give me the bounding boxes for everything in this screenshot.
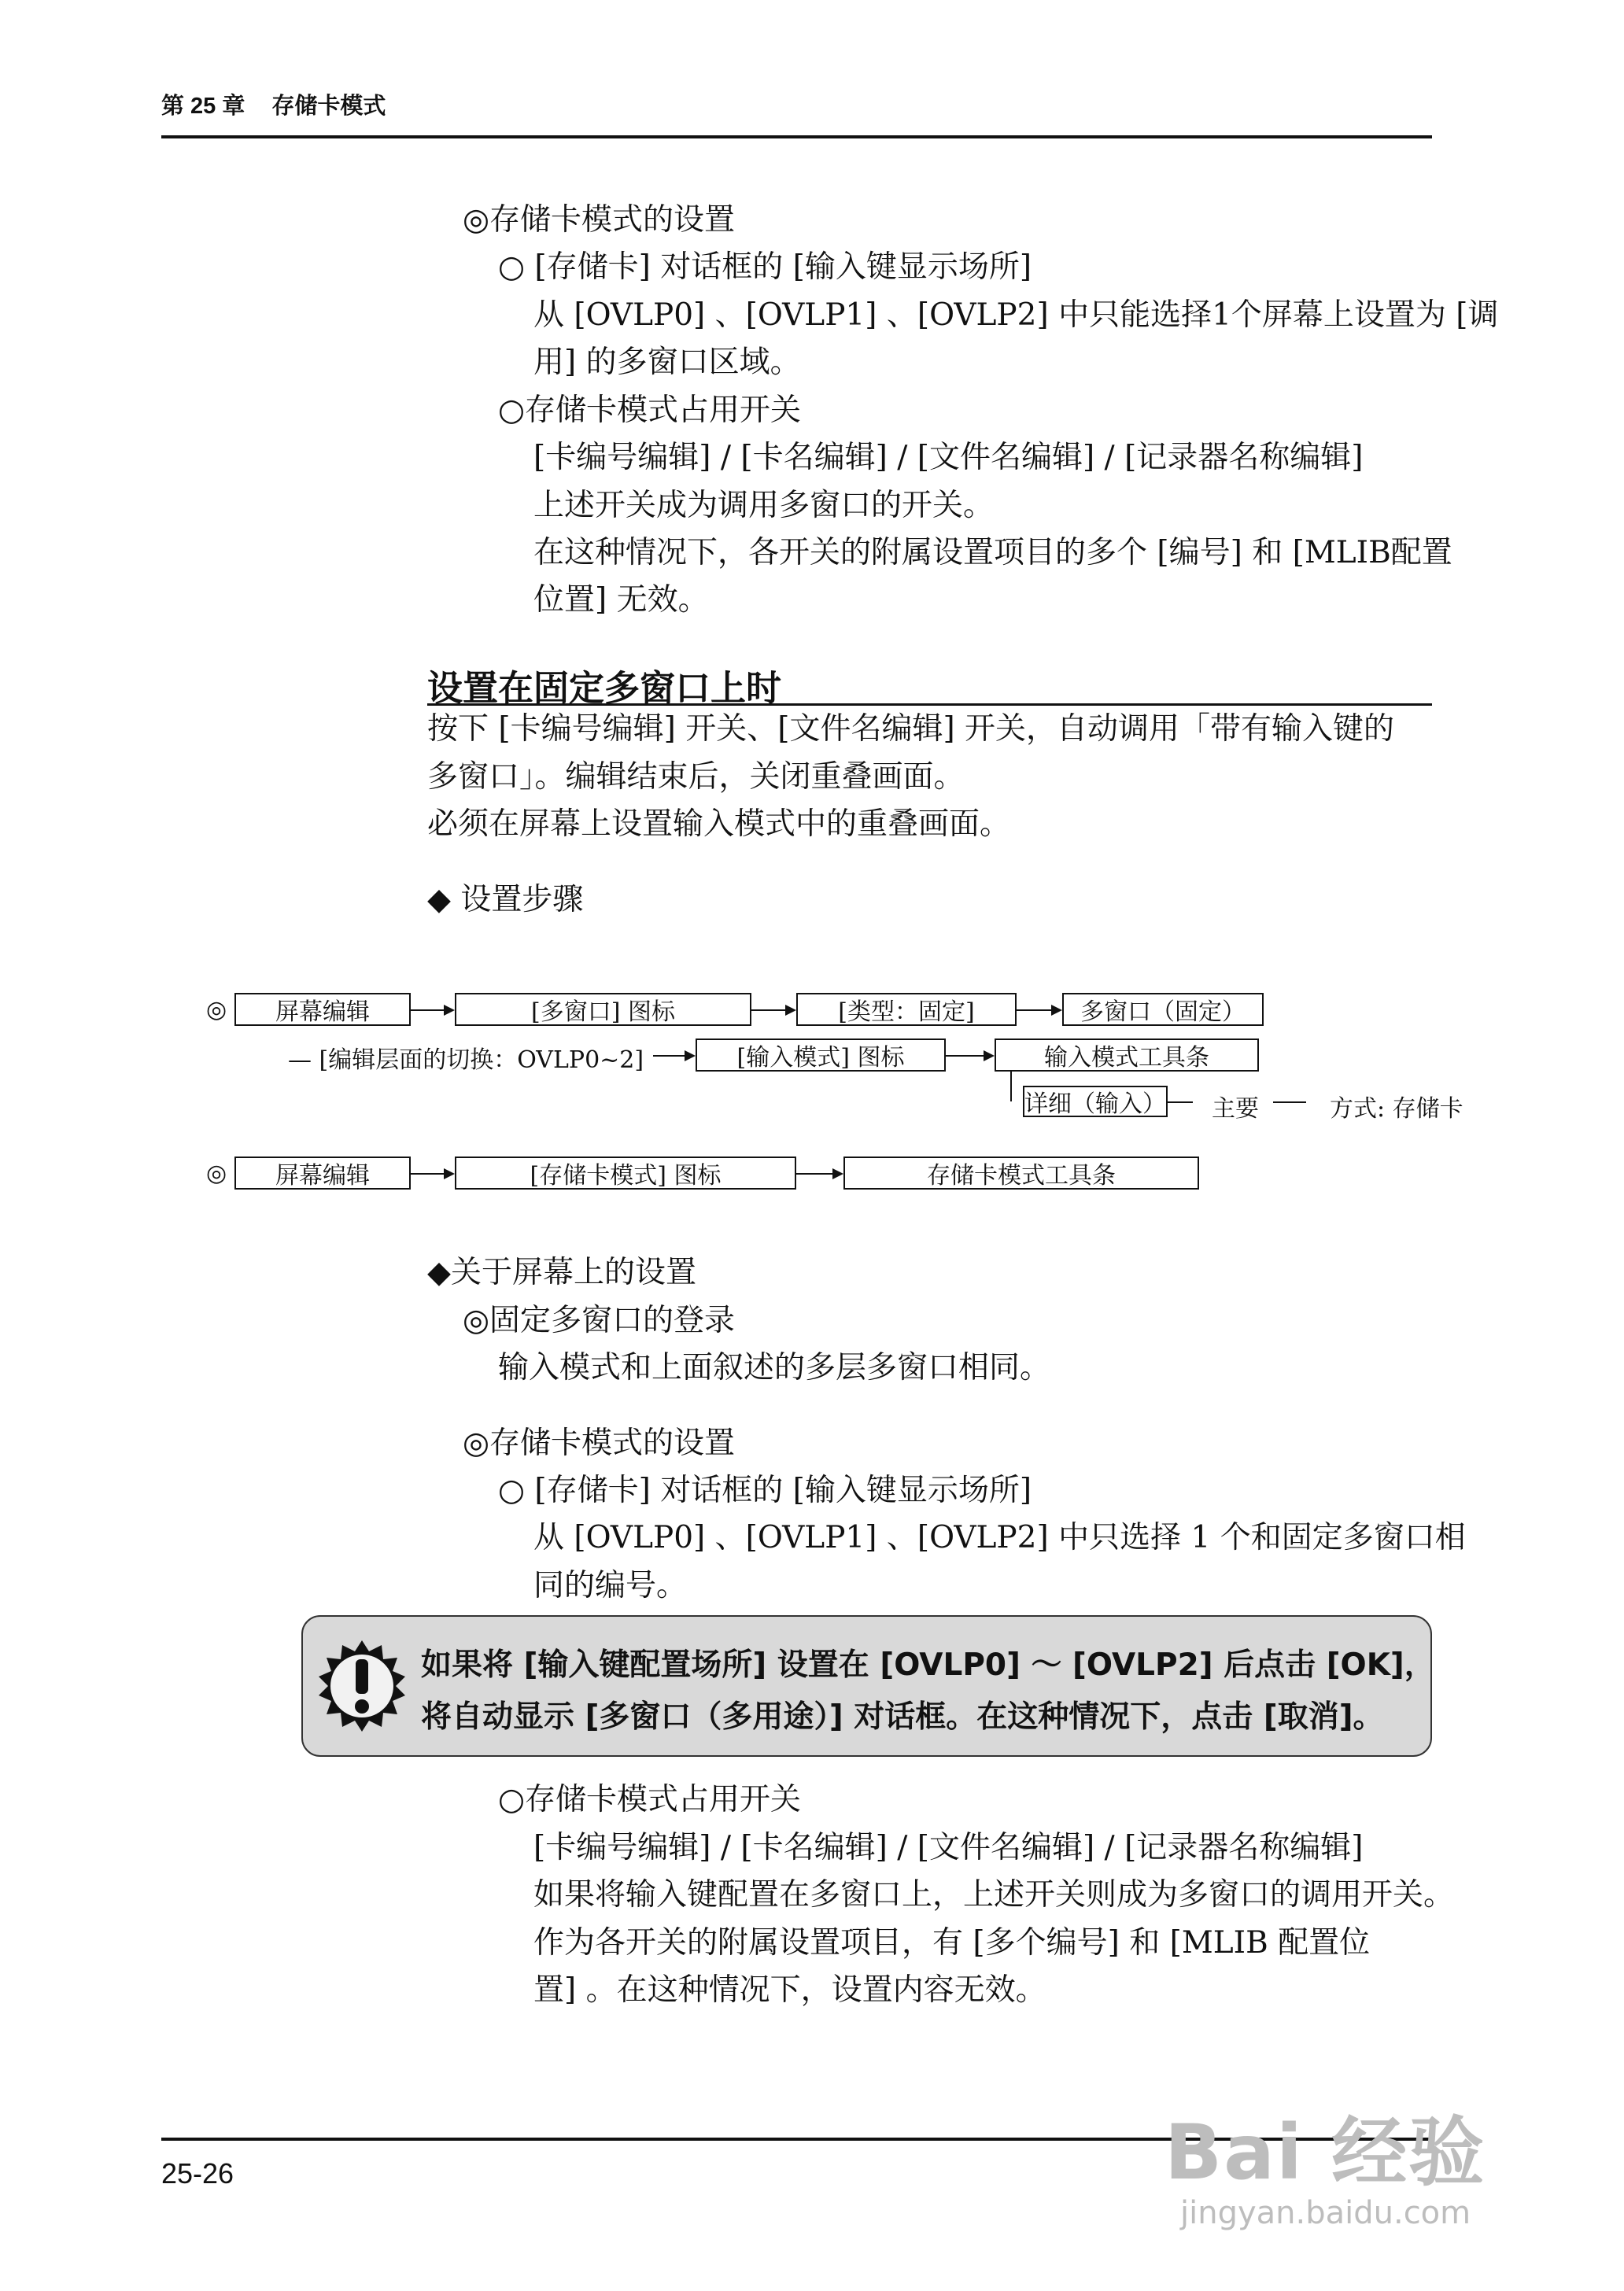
section1-item1-title: ○ [存储卡] 对话框的 [输入键显示场所] — [498, 249, 1032, 285]
section4-line: 置] 。在这种情况下，设置内容无效。 — [533, 1972, 1046, 2008]
section2-title: ◎固定多窗口的登录 — [463, 1303, 736, 1338]
section1-title: ◎存储卡模式的设置 — [463, 202, 736, 238]
caution-line: 如果将 [输入键配置场所] 设置在 [OVLP0] 〜 [OVLP2] 后点击 [OK]， — [421, 1647, 1435, 1683]
section-heading: 设置在固定多窗口上时 — [427, 667, 782, 709]
caution-line: 将自动显示 [多窗口（多用途）] 对话框。在这种情况下，点击 [取消]。 — [421, 1699, 1384, 1735]
section4-line: 作为各开关的附属设置项目，有 [多个编号] 和 [MLIB 配置位 — [533, 1925, 1371, 1961]
flow-multiwindow-icon-box: [多窗口] 图标 — [455, 993, 751, 1026]
exclamation-icon — [319, 1639, 405, 1733]
flow-branch-line — [1010, 1072, 1012, 1101]
flow-layer-switch-label: — [编辑层面的切换：OVLP0~2] — [288, 1046, 644, 1074]
section1-item2-title: ○存储卡模式占用开关 — [498, 393, 802, 428]
intro-line: 按下 [卡编号编辑] 开关、[文件名编辑] 开关，自动调用「带有输入键的 — [427, 711, 1395, 747]
page-number: 25-26 — [161, 2157, 234, 2190]
flow-arrow — [1017, 1009, 1061, 1011]
flow-memory-card-icon-box: [存储卡模式] 图标 — [455, 1157, 796, 1190]
section4-line: [卡编号编辑] / [卡名编辑] / [文件名编辑] / [记录器名称编辑] — [533, 1830, 1364, 1865]
flow-main-label: 主要 — [1212, 1095, 1259, 1123]
chapter-number: 第 25 章 — [161, 94, 245, 119]
section1-item1-line: 从 [OVLP0] 、[OVLP1] 、[OVLP2] 中只能选择1个屏幕上设置为 [调 — [533, 297, 1499, 333]
header-rule — [161, 135, 1432, 138]
section1-item2-line: 在这种情况下，各开关的附属设置项目的多个 [编号] 和 [MLIB配置 — [533, 535, 1452, 570]
flow-screen-edit-box: 屏幕编辑 — [234, 993, 411, 1026]
chapter-header — [161, 88, 386, 120]
section1-item1-line: 用] 的多窗口区域。 — [533, 345, 801, 380]
flow-input-mode-icon-box: [输入模式] 图标 — [696, 1039, 946, 1072]
screen-settings-title: ◆关于屏幕上的设置 — [427, 1255, 696, 1290]
flow-screen-edit-box: 屏幕编辑 — [234, 1157, 411, 1190]
intro-line: 必须在屏幕上设置输入模式中的重叠画面。 — [427, 806, 1011, 842]
flow-marker: ◎ — [206, 1160, 227, 1187]
section2-line: 输入模式和上面叙述的多层多窗口相同。 — [498, 1350, 1051, 1385]
chapter-title: 存储卡模式 — [271, 94, 386, 119]
section3-item1-line: 同的编号。 — [533, 1568, 688, 1603]
flow-detail-input-box: 详细（输入） — [1023, 1086, 1168, 1117]
caution-box — [301, 1615, 1435, 1757]
flow-memory-card-toolbar-box: 存储卡模式工具条 — [843, 1157, 1199, 1190]
flow-connector — [1273, 1101, 1306, 1103]
section1-item2-line: [卡编号编辑] / [卡名编辑] / [文件名编辑] / [记录器名称编辑] — [533, 440, 1364, 475]
flow-arrow — [796, 1173, 842, 1175]
section3-title: ◎存储卡模式的设置 — [463, 1426, 736, 1461]
flow-arrow — [751, 1009, 795, 1011]
flow-arrow — [411, 1173, 453, 1175]
watermark-url: jingyan.baidu.com — [1180, 2195, 1471, 2231]
flow-marker: ◎ — [206, 996, 227, 1024]
intro-line: 多窗口」。编辑结束后，关闭重叠画面。 — [427, 759, 965, 795]
flow-mode-memory-card-label: 方式: 存储卡 — [1330, 1095, 1463, 1123]
flow-input-mode-toolbar-box: 输入模式工具条 — [995, 1039, 1259, 1072]
section1-item2-line: 位置] 无效。 — [533, 582, 709, 618]
section4-line: 如果将输入键配置在多窗口上，上述开关则成为多窗口的调用开关。 — [533, 1877, 1455, 1913]
section1-item2-line: 上述开关成为调用多窗口的开关。 — [533, 488, 995, 523]
flow-multiwindow-fixed-box: 多窗口（固定） — [1062, 993, 1264, 1026]
section3-item1-title: ○ [存储卡] 对话框的 [输入键显示场所] — [498, 1473, 1032, 1508]
steps-title: ◆ 设置步骤 — [427, 882, 584, 917]
heading-rule — [427, 703, 1432, 706]
section4-title: ○存储卡模式占用开关 — [498, 1782, 802, 1817]
section3-item1-line: 从 [OVLP0] 、[OVLP1] 、[OVLP2] 中只选择 1 个和固定多窗口相 — [533, 1520, 1466, 1555]
flow-arrow — [946, 1055, 993, 1057]
flow-arrow — [653, 1055, 694, 1057]
flow-arrow — [411, 1009, 453, 1011]
flow-connector — [1168, 1101, 1193, 1103]
watermark-brand: Bai 经验 — [1164, 2108, 1486, 2197]
flow-type-fixed-box: [类型：固定] — [796, 993, 1017, 1026]
